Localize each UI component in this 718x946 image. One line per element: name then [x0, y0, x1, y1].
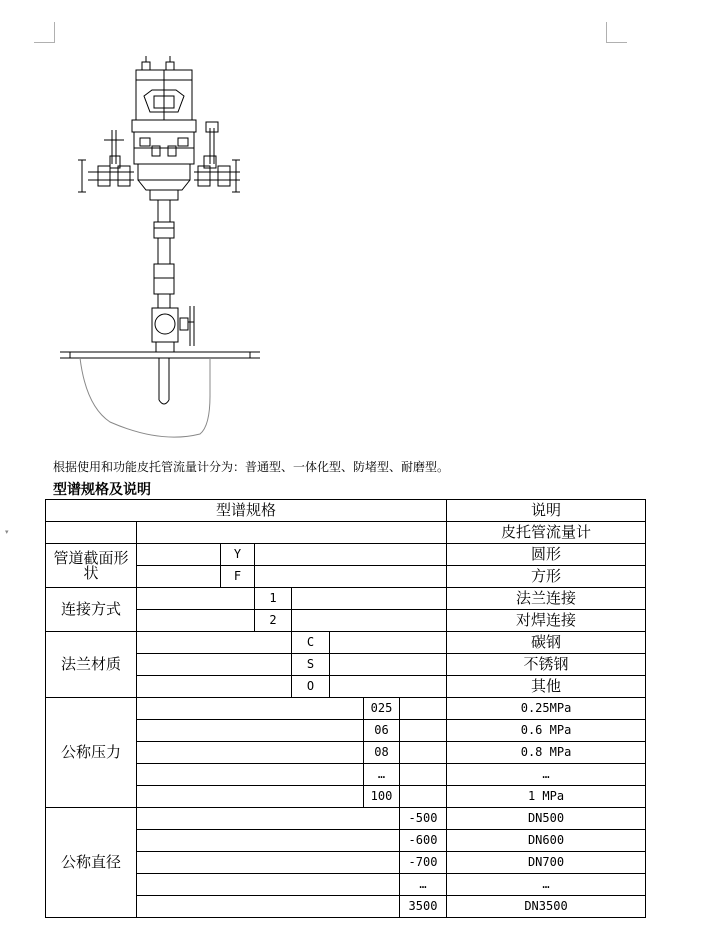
spec-table — [45, 499, 646, 918]
table-row — [46, 522, 646, 544]
connection-desc: 对焊连接 — [447, 610, 646, 632]
material-code: S — [292, 654, 330, 676]
header-description: 说明 — [447, 500, 646, 522]
diameter-desc: DN600 — [447, 830, 646, 852]
diameter-code: -700 — [400, 852, 447, 874]
group-label-diameter: 公称直径 — [46, 808, 137, 918]
diameter-desc: … — [447, 874, 646, 896]
pressure-desc: 1 MPa — [447, 786, 646, 808]
shape-code: F — [221, 566, 255, 588]
group-label-connection: 连接方式 — [46, 588, 137, 632]
table-row — [46, 588, 646, 610]
pressure-desc: … — [447, 764, 646, 786]
page-corner-top-right — [606, 22, 627, 43]
description-text: 根据使用和功能皮托管流量计分为：普通型、一体化型、防堵型、耐磨型。 — [53, 460, 450, 474]
pressure-code: 08 — [364, 742, 400, 764]
page-corner-top-left — [34, 22, 55, 43]
pressure-desc: 0.8 MPa — [447, 742, 646, 764]
material-desc: 碳钢 — [447, 632, 646, 654]
pressure-code: 100 — [364, 786, 400, 808]
material-code: C — [292, 632, 330, 654]
pressure-desc: 0.25MPa — [447, 698, 646, 720]
table-row — [46, 808, 646, 830]
group-label-shape: 管道截面形状 — [46, 544, 137, 588]
diameter-code: 3500 — [400, 896, 447, 918]
product-name: 皮托管流量计 — [447, 522, 646, 544]
table-row — [46, 544, 646, 566]
material-desc: 不锈钢 — [447, 654, 646, 676]
pitot-tube-drawing — [60, 56, 260, 446]
diameter-desc: DN500 — [447, 808, 646, 830]
pressure-desc: 0.6 MPa — [447, 720, 646, 742]
connection-desc: 法兰连接 — [447, 588, 646, 610]
diameter-code: … — [400, 874, 447, 896]
collapse-marker-icon: ▾ — [5, 528, 9, 536]
material-code: O — [292, 676, 330, 698]
diameter-desc: DN3500 — [447, 896, 646, 918]
shape-desc: 方形 — [447, 566, 646, 588]
diameter-code: -600 — [400, 830, 447, 852]
table-header-row — [46, 500, 646, 522]
shape-desc: 圆形 — [447, 544, 646, 566]
table-row — [46, 698, 646, 720]
pressure-code: 025 — [364, 698, 400, 720]
group-label-pressure: 公称压力 — [46, 698, 137, 808]
diameter-desc: DN700 — [447, 852, 646, 874]
header-spec: 型谱规格 — [46, 500, 447, 522]
pressure-code: 06 — [364, 720, 400, 742]
pressure-code: … — [364, 764, 400, 786]
shape-code: Y — [221, 544, 255, 566]
connection-code: 2 — [255, 610, 292, 632]
diameter-code: -500 — [400, 808, 447, 830]
table-row — [46, 632, 646, 654]
connection-code: 1 — [255, 588, 292, 610]
group-label-material: 法兰材质 — [46, 632, 137, 698]
material-desc: 其他 — [447, 676, 646, 698]
section-title: 型谱规格及说明 — [53, 482, 151, 498]
